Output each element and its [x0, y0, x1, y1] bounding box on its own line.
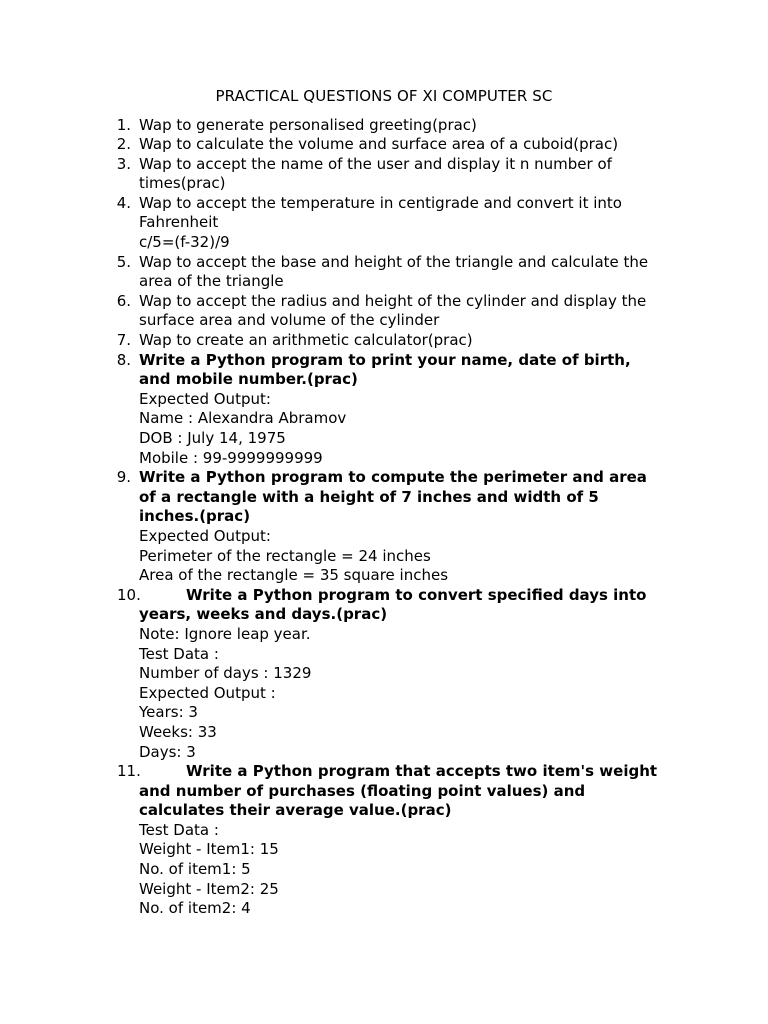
item-heading: and number of purchases (floating point values) and	[139, 781, 586, 800]
item-text: Wap to accept the name of the user and display it n number of	[139, 154, 612, 173]
item-text: Perimeter of the rectangle = 24 inches	[139, 546, 431, 565]
item-text: Expected Output:	[139, 526, 271, 545]
item-text: surface area and volume of the cylinder	[139, 311, 440, 330]
item-number: 1.	[116, 115, 131, 134]
list-item	[0, 135, 679, 155]
list-item	[0, 155, 679, 194]
item-text: Name : Alexandra Abramov	[139, 409, 347, 428]
item-text: Wap to calculate the volume and surface area of a cuboid(prac)	[139, 135, 619, 154]
item-text: Area of the rectangle = 35 square inches	[139, 566, 449, 585]
list-item	[0, 331, 679, 351]
item-text: No. of item1: 5	[139, 860, 251, 879]
list-item	[0, 116, 679, 136]
list-item	[0, 762, 679, 919]
item-text: DOB : July 14, 1975	[139, 429, 286, 447]
list-item	[0, 468, 679, 586]
item-text: Test Data :	[139, 644, 219, 663]
item-text: Weight - Item1: 15	[139, 840, 279, 859]
item-number: 6.	[116, 291, 131, 310]
item-text: Weight - Item2: 25	[139, 879, 279, 898]
item-heading: Write a Python program to print your name, date of birth,	[139, 350, 631, 369]
item-text: Mobile : 99-9999999999	[139, 448, 323, 467]
item-text: Weeks: 33	[139, 722, 217, 741]
list-item	[0, 586, 679, 762]
item-heading: calculates their average value.(prac)	[139, 801, 452, 820]
list-item	[0, 292, 679, 331]
item-number: 2.	[116, 135, 131, 154]
item-heading: years, weeks and days.(prac)	[139, 605, 388, 624]
item-text: Number of days : 1329	[139, 664, 312, 683]
item-heading: inches.(prac)	[139, 507, 251, 526]
item-text: No. of item2: 4	[139, 899, 251, 918]
item-heading: Write a Python program that accepts two item's weight	[186, 762, 658, 781]
page-title: PRACTICAL QUESTIONS OF XI COMPUTER SC	[215, 87, 553, 105]
item-text: Expected Output:	[139, 389, 271, 408]
item-number: 8.	[116, 350, 131, 369]
item-heading: Write a Python program to convert specified days into	[186, 585, 647, 604]
item-number: 11.	[117, 762, 141, 781]
item-text: Wap to create an arithmetic calculator(prac)	[139, 331, 473, 350]
item-number: 4.	[116, 193, 131, 212]
list-item	[0, 253, 679, 292]
item-text: Expected Output :	[139, 683, 276, 702]
item-text: Wap to accept the radius and height of the cylinder and display the	[139, 291, 647, 310]
item-text: Note: Ignore leap year.	[139, 624, 311, 643]
item-text: area of the triangle	[139, 272, 284, 291]
list-item	[0, 194, 679, 253]
item-text: Years: 3	[139, 703, 198, 722]
item-number: 10.	[117, 585, 141, 604]
list-item	[0, 351, 679, 469]
item-formula: c/5=(f-32)/9	[139, 233, 230, 252]
item-heading: Write a Python program to compute the perimeter and area	[139, 468, 647, 487]
item-text: Days: 3	[139, 742, 196, 761]
item-heading: of a rectangle with a height of 7 inches and width of 5	[139, 487, 599, 506]
item-text: Wap to accept the base and height of the triangle and calculate the	[139, 252, 649, 271]
question-list	[0, 116, 768, 919]
item-text: times(prac)	[139, 174, 226, 193]
item-number: 3.	[116, 154, 131, 173]
item-text: Wap to accept the temperature in centigrade and convert it into	[139, 193, 622, 212]
item-heading: and mobile number.(prac)	[139, 370, 358, 389]
item-text: Fahrenheit	[139, 213, 219, 232]
item-number: 7.	[116, 331, 131, 350]
item-number: 9.	[116, 468, 131, 487]
item-number: 5.	[116, 252, 131, 271]
item-text: Test Data :	[139, 820, 219, 839]
item-text: Wap to generate personalised greeting(prac)	[139, 115, 477, 134]
